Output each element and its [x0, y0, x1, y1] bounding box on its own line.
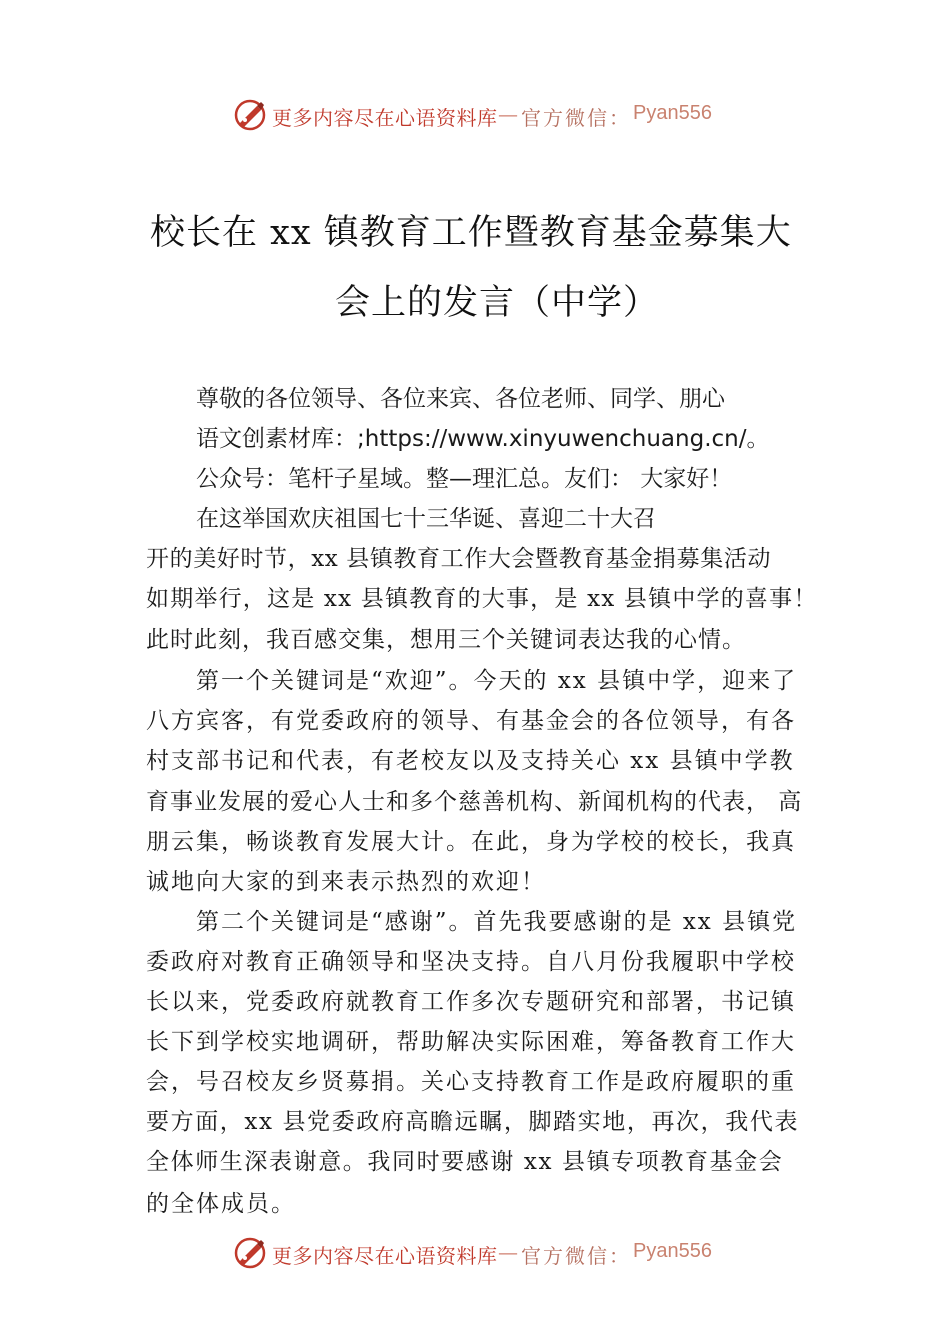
banner-dash: —: [498, 1240, 518, 1264]
body-line: 要方面，xx 县党委政府高瞻远瞩，脚踏实地，再次，我代表: [146, 1109, 800, 1135]
wechat-label: 官方微信：: [521, 1244, 631, 1268]
body-line: 此时此刻，我百感交集，想用三个关键词表达我的心情。: [146, 627, 746, 653]
body-line: 在这举国欢庆祖国七十三华诞、喜迎二十大召: [196, 506, 656, 532]
brand-text: 更多内容尽在心语资料库: [272, 106, 498, 130]
body-line: 的全体成员。: [146, 1191, 296, 1217]
body-line: 如期举行，这是 xx 县镇教育的大事，是 xx 县镇中学的喜事！: [146, 586, 818, 612]
pen-logo-icon: [233, 98, 267, 132]
wechat-id: Pyan556: [633, 1240, 712, 1262]
body-line: 第二个关键词是“感谢”。首先我要感谢的是 xx 县镇党: [196, 909, 798, 935]
body-line: 八方宾客，有党委政府的领导、有基金会的各位领导，有各: [146, 708, 796, 734]
document-title-line-1: 校长在 xx 镇教育工作暨教育基金募集大: [150, 213, 792, 253]
body-line: 委政府对教育正确领导和坚决支持。自八月份我履职中学校: [146, 949, 796, 975]
body-line: 村支部书记和代表，有老校友以及支持关心 xx 县镇中学教: [146, 748, 795, 774]
body-line: 会，号召校友乡贤募捐。关心支持教育工作是政府履职的重: [146, 1069, 796, 1095]
brand-text: 更多内容尽在心语资料库: [272, 1244, 498, 1268]
body-line: 开的美好时节，xx 县镇教育工作大会暨教育基金捐募集活动: [146, 546, 772, 572]
footer-banner: [0, 1234, 950, 1274]
body-line: 育事业发展的爱心人士和多个慈善机构、新闻机构的代表， 高: [146, 789, 803, 815]
document-title-line-2: 会上的发言（中学）: [335, 283, 660, 323]
body-line: 尊敬的各位领导、各位来宾、各位老师、同学、朋心: [196, 386, 725, 412]
pen-logo-icon: [233, 1236, 267, 1270]
wechat-label: 官方微信：: [521, 106, 631, 130]
body-line: 长以来，党委政府就教育工作多次专题研究和部署，书记镇: [146, 989, 796, 1015]
body-line: 第一个关键词是“欢迎”。今天的 xx 县镇中学，迎来了: [196, 668, 798, 694]
body-line: 公众号：笔杆子星域。整—理汇总。友们： 大家好！: [196, 466, 733, 492]
body-line: 朋云集，畅谈教育发展大计。在此，身为学校的校长，我真: [146, 829, 796, 855]
wechat-id: Pyan556: [633, 102, 712, 124]
banner-dash: —: [498, 102, 518, 126]
header-banner: [0, 96, 950, 136]
body-line: 诚地向大家的到来表示热烈的欢迎！: [146, 869, 546, 895]
body-line: 全体师生深表谢意。我同时要感谢 xx 县镇专项教育基金会: [146, 1149, 784, 1175]
body-line: 长下到学校实地调研，帮助解决实际困难，筹备教育工作大: [146, 1029, 796, 1055]
body-line: 语文创素材库：;https://www.xinyuwenchuang.cn/。: [196, 426, 770, 452]
